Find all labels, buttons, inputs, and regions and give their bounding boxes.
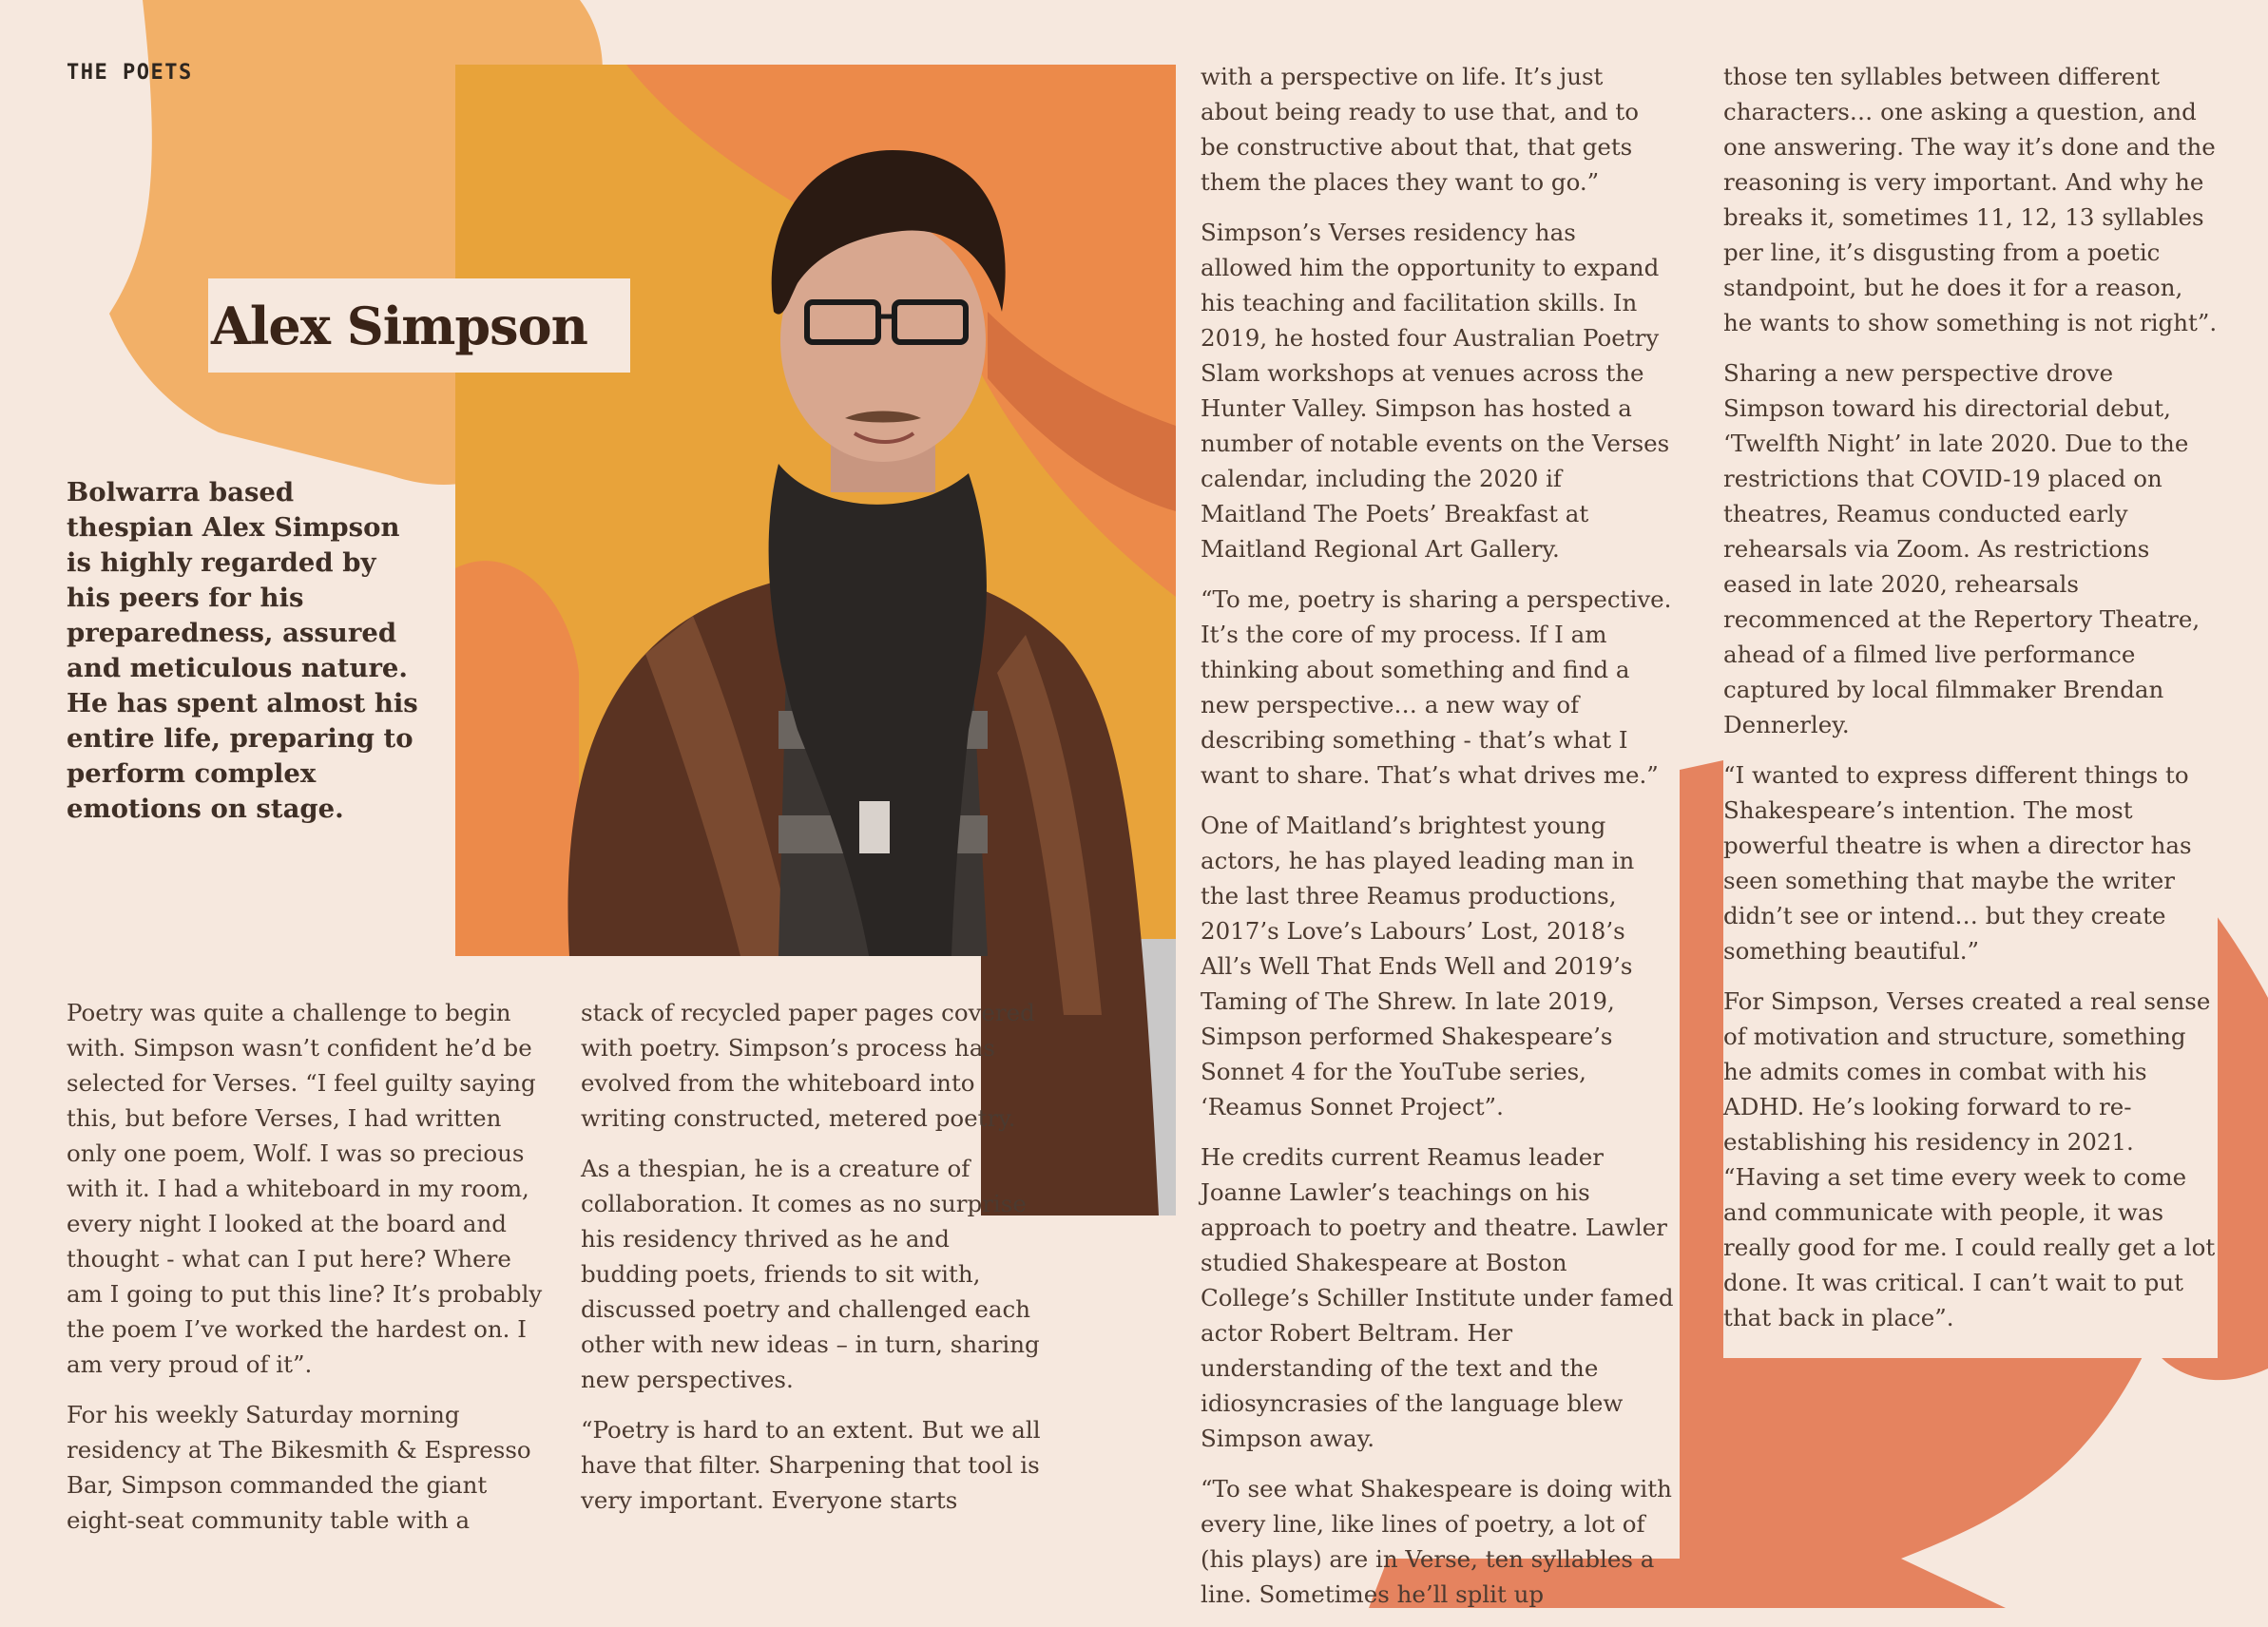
paragraph: with a perspective on life. It’s just about being ready to use that, and to be constructive about that, that gets them the places they want to go.” (1201, 63, 1639, 196)
paragraph: “Poetry is hard to an extent. But we all have that filter. Sharpening that tool is very important. Everyone starts (581, 1416, 1041, 1514)
column-3 (1201, 59, 1674, 1627)
column-2 (581, 995, 1047, 1533)
paragraph: Poetry was quite a challenge to begin with. Simpson wasn’t confident he’d be selected for Verses. “I feel guilty saying this, but before Verses, I had written only one poem, Wolf. I was so precious with it. I had a whiteboard in my room, every night I looked at the board and thought - what can I put here? Where am I going to put this line? It’s probably the poem I’ve worked the hardest on. I am very proud of it”. (67, 999, 543, 1378)
paragraph: For his weekly Saturday morning residency at The Bikesmith & Espresso Bar, Simpson commanded the giant eight-seat community table with a (67, 1401, 531, 1534)
paragraph: “To me, poetry is sharing a perspective. It’s the core of my process. If I am thinking about something and find a new perspective… a new way of describing something - that’s what I want to share. That’s what drives me.” (1201, 585, 1672, 789)
intro-text: Bolwarra based thespian Alex Simpson is highly regarded by his peers for his preparedness, assured and meticulous nature. He has spent almost his entire life, preparing to perform complex emotions on stage. (67, 477, 418, 824)
paragraph: As a thespian, he is a creature of collaboration. It comes as no surprise his residency thrived as he and budding poets, friends to sit with, discussed poetry and challenged each other with new ideas – in turn, sharing new perspectives. (581, 1155, 1040, 1393)
column-4 (1723, 59, 2218, 1358)
paragraph: He credits current Reamus leader Joanne Lawler’s teachings on his approach to poetry and theatre. Lawler studied Shakespeare at Boston College’s Schiller Institute under famed actor Robert Beltram. Her understanding of the text and the idiosyncrasies of the language blew Simpson away. (1201, 1143, 1674, 1452)
poet-name: Alex Simpson (211, 295, 587, 356)
paragraph: those ten syllables between different characters… one asking a question, and one answering. The way it’s done and the reasoning is very important. And why he breaks it, sometimes 11, 12, 13 syllables per line, it’s disgusting from a poetic standpoint, but he does it for a reason, he wants to show something is not right”. (1723, 63, 2218, 336)
paragraph: Simpson’s Verses residency has allowed him the opportunity to expand his teaching and facilitation skills. In 2019, he hosted four Australian Poetry Slam workshops at venues across the Hunter Valley. Simpson has hosted a number of notable events on the Verses calendar, including the 2020 if Maitland The Poets’ Breakfast at Maitland Regional Art Gallery. (1201, 219, 1670, 563)
paragraph: “I wanted to express different things to Shakespeare’s intention. The most powerful theatre is when a director has seen something that maybe the writer didn’t see or intend… but they create something beautiful.” (1723, 761, 2192, 965)
name-heading-box (208, 278, 630, 373)
paragraph: One of Maitland’s brightest young actors, he has played leading man in the last three Reamus productions, 2017’s Love’s Labours’ Lost, 2018’s All’s Well That Ends Well and 2019’s Taming of The Shrew. In late 2019, Simpson performed Shakespeare’s Sonnet 4 for the YouTube series, ‘Reamus Sonnet Project”. (1201, 812, 1635, 1120)
paragraph: “To see what Shakespeare is doing with every line, like lines of poetry, a lot of (his plays) are in Verse, ten syllables a line. Sometimes he’ll split up (1201, 1475, 1672, 1608)
column-1 (67, 995, 551, 1553)
paragraph: Sharing a new perspective drove Simpson toward his directorial debut, ‘Twelfth Night’ in late 2020. Due to the restrictions that COVID-19 placed on theatres, Reamus conducted early rehearsals via Zoom. As restrictions eased in late 2020, rehearsals recommenced at the Repertory Theatre, ahead of a filmed live performance captured by local filmmaker Brendan Dennerley. (1723, 359, 2201, 738)
paragraph: For Simpson, Verses created a real sense of motivation and structure, something he admits comes in combat with his ADHD. He’s looking forward to re-establishing his residency in 2021. “Having a set time every week to come and communicate with people, it was really good for me. I could really get a lot done. It was critical. I can’t wait to put that back in place”. (1723, 987, 2216, 1331)
section-label: THE POETS (67, 61, 193, 85)
paragraph: stack of recycled paper pages covered with poetry. Simpson’s process has evolved from the whiteboard into writing constructed, metered poetry. (581, 999, 1035, 1132)
